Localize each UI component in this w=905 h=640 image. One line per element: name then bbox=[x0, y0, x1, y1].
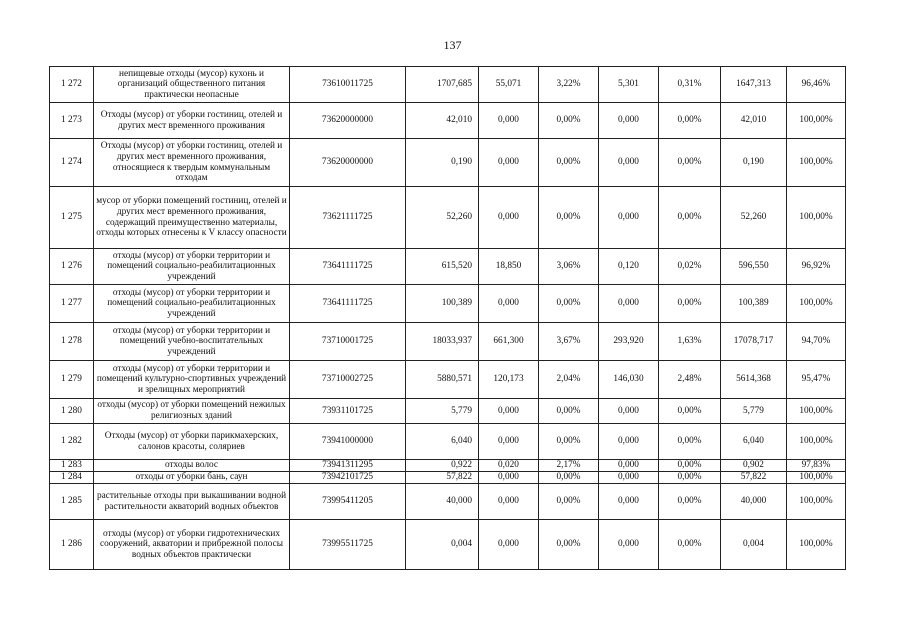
row-number-cell: 1 279 bbox=[50, 361, 94, 399]
percent-4-cell: 100,00% bbox=[787, 187, 846, 249]
fkko-code-cell: 73995411205 bbox=[290, 484, 406, 520]
amount-2-cell: 0,000 bbox=[479, 103, 539, 139]
row-number-cell: 1 280 bbox=[50, 399, 94, 424]
amount-3-cell: 0,000 bbox=[599, 139, 659, 187]
percent-3-cell: 0,00% bbox=[659, 285, 721, 323]
amount-4-cell: 42,010 bbox=[721, 103, 787, 139]
amount-2-cell: 0,000 bbox=[479, 285, 539, 323]
amount-3-cell: 0,000 bbox=[599, 424, 659, 460]
percent-2-cell: 0,00% bbox=[539, 424, 599, 460]
total-amount-cell: 100,389 bbox=[406, 285, 479, 323]
total-amount-cell: 42,010 bbox=[406, 103, 479, 139]
amount-2-cell: 0,000 bbox=[479, 472, 539, 484]
percent-3-cell: 2,48% bbox=[659, 361, 721, 399]
percent-2-cell: 0,00% bbox=[539, 187, 599, 249]
waste-name-cell: мусор от уборки помещений гостиниц, отелей и других мест временного проживания, содержащий преимущественно материалы, отходы которых отнесены к V классу опасности bbox=[94, 187, 290, 249]
percent-4-cell: 96,92% bbox=[787, 249, 846, 285]
row-number-cell: 1 284 bbox=[50, 472, 94, 484]
amount-4-cell: 0,190 bbox=[721, 139, 787, 187]
percent-2-cell: 3,06% bbox=[539, 249, 599, 285]
amount-2-cell: 0,000 bbox=[479, 139, 539, 187]
amount-2-cell: 0,020 bbox=[479, 460, 539, 472]
amount-3-cell: 0,000 bbox=[599, 187, 659, 249]
amount-3-cell: 0,000 bbox=[599, 460, 659, 472]
percent-2-cell: 0,00% bbox=[539, 399, 599, 424]
percent-4-cell: 100,00% bbox=[787, 103, 846, 139]
waste-name-cell: Отходы (мусор) от уборки гостиниц, отелей и других мест временного проживания, относящиеся к твердым коммунальным отходам bbox=[94, 139, 290, 187]
amount-2-cell: 0,000 bbox=[479, 424, 539, 460]
table-row bbox=[50, 460, 846, 472]
table-row bbox=[50, 187, 846, 249]
percent-2-cell: 0,00% bbox=[539, 103, 599, 139]
waste-name-cell: растительные отходы при выкашивании водной растительности акваторий водных объектов bbox=[94, 484, 290, 520]
total-amount-cell: 5880,571 bbox=[406, 361, 479, 399]
total-amount-cell: 40,000 bbox=[406, 484, 479, 520]
fkko-code-cell: 73641111725 bbox=[290, 285, 406, 323]
row-number-cell: 1 285 bbox=[50, 484, 94, 520]
total-amount-cell: 1707,685 bbox=[406, 67, 479, 103]
amount-4-cell: 5,779 bbox=[721, 399, 787, 424]
percent-4-cell: 100,00% bbox=[787, 484, 846, 520]
amount-2-cell: 0,000 bbox=[479, 187, 539, 249]
total-amount-cell: 5,779 bbox=[406, 399, 479, 424]
waste-name-cell: отходы от уборки бань, саун bbox=[94, 472, 290, 484]
percent-4-cell: 100,00% bbox=[787, 472, 846, 484]
amount-3-cell: 0,000 bbox=[599, 484, 659, 520]
amount-3-cell: 0,000 bbox=[599, 399, 659, 424]
amount-3-cell: 0,000 bbox=[599, 103, 659, 139]
fkko-code-cell: 73621111725 bbox=[290, 187, 406, 249]
amount-2-cell: 0,000 bbox=[479, 399, 539, 424]
fkko-code-cell: 73620000000 bbox=[290, 103, 406, 139]
amount-4-cell: 57,822 bbox=[721, 472, 787, 484]
fkko-code-cell: 73942101725 bbox=[290, 472, 406, 484]
amount-2-cell: 0,000 bbox=[479, 484, 539, 520]
table-row bbox=[50, 103, 846, 139]
row-number-cell: 1 274 bbox=[50, 139, 94, 187]
percent-4-cell: 100,00% bbox=[787, 399, 846, 424]
row-number-cell: 1 277 bbox=[50, 285, 94, 323]
percent-3-cell: 0,00% bbox=[659, 424, 721, 460]
percent-2-cell: 0,00% bbox=[539, 520, 599, 570]
waste-name-cell: отходы волос bbox=[94, 460, 290, 472]
percent-4-cell: 95,47% bbox=[787, 361, 846, 399]
percent-2-cell: 0,00% bbox=[539, 285, 599, 323]
total-amount-cell: 52,260 bbox=[406, 187, 479, 249]
waste-name-cell: Отходы (мусор) от уборки гостиниц, отелей и других мест временного проживания bbox=[94, 103, 290, 139]
waste-name-cell: отходы (мусор) от уборки территории и помещений культурно-спортивных учреждений и зрелищных мероприятий bbox=[94, 361, 290, 399]
amount-2-cell: 0,000 bbox=[479, 520, 539, 570]
table-row bbox=[50, 67, 846, 103]
percent-2-cell: 0,00% bbox=[539, 139, 599, 187]
total-amount-cell: 0,190 bbox=[406, 139, 479, 187]
row-number-cell: 1 282 bbox=[50, 424, 94, 460]
fkko-code-cell: 73995511725 bbox=[290, 520, 406, 570]
amount-3-cell: 146,030 bbox=[599, 361, 659, 399]
fkko-code-cell: 73710002725 bbox=[290, 361, 406, 399]
total-amount-cell: 0,922 bbox=[406, 460, 479, 472]
fkko-code-cell: 73941311295 bbox=[290, 460, 406, 472]
row-number-cell: 1 275 bbox=[50, 187, 94, 249]
row-number-cell: 1 283 bbox=[50, 460, 94, 472]
amount-4-cell: 1647,313 bbox=[721, 67, 787, 103]
amount-3-cell: 0,000 bbox=[599, 472, 659, 484]
amount-3-cell: 0,000 bbox=[599, 285, 659, 323]
waste-name-cell: Отходы (мусор) от уборки парикмахерских, салонов красоты, соляриев bbox=[94, 424, 290, 460]
waste-name-cell: отходы (мусор) от уборки территории и помещений социально-реабилитационных учреждений bbox=[94, 249, 290, 285]
percent-2-cell: 2,17% bbox=[539, 460, 599, 472]
amount-4-cell: 40,000 bbox=[721, 484, 787, 520]
waste-name-cell: отходы (мусор) от уборки территории и помещений учебно-воспитательных учреждений bbox=[94, 323, 290, 361]
waste-name-cell: отходы (мусор) от уборки гидротехнических сооружений, акватории и прибрежной полосы водных объектов практически bbox=[94, 520, 290, 570]
percent-3-cell: 0,02% bbox=[659, 249, 721, 285]
waste-name-cell: отходы (мусор) от уборки территории и помещений социально-реабилитационных учреждений bbox=[94, 285, 290, 323]
total-amount-cell: 615,520 bbox=[406, 249, 479, 285]
row-number-cell: 1 276 bbox=[50, 249, 94, 285]
amount-4-cell: 100,389 bbox=[721, 285, 787, 323]
percent-4-cell: 96,46% bbox=[787, 67, 846, 103]
percent-2-cell: 3,22% bbox=[539, 67, 599, 103]
amount-2-cell: 18,850 bbox=[479, 249, 539, 285]
row-number-cell: 1 286 bbox=[50, 520, 94, 570]
amount-4-cell: 6,040 bbox=[721, 424, 787, 460]
fkko-code-cell: 73610011725 bbox=[290, 67, 406, 103]
percent-3-cell: 0,00% bbox=[659, 399, 721, 424]
amount-4-cell: 52,260 bbox=[721, 187, 787, 249]
percent-3-cell: 1,63% bbox=[659, 323, 721, 361]
percent-4-cell: 100,00% bbox=[787, 139, 846, 187]
table-row bbox=[50, 520, 846, 570]
percent-4-cell: 97,83% bbox=[787, 460, 846, 472]
total-amount-cell: 18033,937 bbox=[406, 323, 479, 361]
amount-4-cell: 0,004 bbox=[721, 520, 787, 570]
percent-2-cell: 0,00% bbox=[539, 484, 599, 520]
amount-4-cell: 5614,368 bbox=[721, 361, 787, 399]
waste-name-cell: непищевые отходы (мусор) кухонь и организаций общественного питания практически неопасные bbox=[94, 67, 290, 103]
amount-3-cell: 5,301 bbox=[599, 67, 659, 103]
total-amount-cell: 0,004 bbox=[406, 520, 479, 570]
percent-3-cell: 0,00% bbox=[659, 460, 721, 472]
page-number: 137 bbox=[443, 38, 462, 52]
amount-3-cell: 0,120 bbox=[599, 249, 659, 285]
fkko-code-cell: 73641111725 bbox=[290, 249, 406, 285]
table-row bbox=[50, 139, 846, 187]
table-row bbox=[50, 472, 846, 484]
fkko-code-cell: 73620000000 bbox=[290, 139, 406, 187]
table-row bbox=[50, 249, 846, 285]
percent-3-cell: 0,00% bbox=[659, 472, 721, 484]
table-row bbox=[50, 424, 846, 460]
percent-4-cell: 100,00% bbox=[787, 424, 846, 460]
waste-name-cell: отходы (мусор) от уборки помещений нежилых религиозных зданий bbox=[94, 399, 290, 424]
percent-4-cell: 100,00% bbox=[787, 285, 846, 323]
percent-2-cell: 0,00% bbox=[539, 472, 599, 484]
percent-3-cell: 0,31% bbox=[659, 67, 721, 103]
amount-4-cell: 596,550 bbox=[721, 249, 787, 285]
amount-4-cell: 17078,717 bbox=[721, 323, 787, 361]
percent-3-cell: 0,00% bbox=[659, 520, 721, 570]
amount-3-cell: 0,000 bbox=[599, 520, 659, 570]
table-row bbox=[50, 484, 846, 520]
table-row bbox=[50, 323, 846, 361]
waste-table bbox=[49, 66, 846, 570]
percent-3-cell: 0,00% bbox=[659, 484, 721, 520]
table-row bbox=[50, 361, 846, 399]
table-row bbox=[50, 285, 846, 323]
amount-4-cell: 0,902 bbox=[721, 460, 787, 472]
fkko-code-cell: 73710001725 bbox=[290, 323, 406, 361]
percent-3-cell: 0,00% bbox=[659, 139, 721, 187]
amount-2-cell: 120,173 bbox=[479, 361, 539, 399]
percent-3-cell: 0,00% bbox=[659, 187, 721, 249]
total-amount-cell: 57,822 bbox=[406, 472, 479, 484]
total-amount-cell: 6,040 bbox=[406, 424, 479, 460]
row-number-cell: 1 273 bbox=[50, 103, 94, 139]
amount-2-cell: 661,300 bbox=[479, 323, 539, 361]
fkko-code-cell: 73931101725 bbox=[290, 399, 406, 424]
percent-3-cell: 0,00% bbox=[659, 103, 721, 139]
percent-4-cell: 94,70% bbox=[787, 323, 846, 361]
percent-4-cell: 100,00% bbox=[787, 520, 846, 570]
percent-2-cell: 2,04% bbox=[539, 361, 599, 399]
row-number-cell: 1 272 bbox=[50, 67, 94, 103]
amount-2-cell: 55,071 bbox=[479, 67, 539, 103]
table-row bbox=[50, 399, 846, 424]
row-number-cell: 1 278 bbox=[50, 323, 94, 361]
fkko-code-cell: 73941000000 bbox=[290, 424, 406, 460]
percent-2-cell: 3,67% bbox=[539, 323, 599, 361]
amount-3-cell: 293,920 bbox=[599, 323, 659, 361]
